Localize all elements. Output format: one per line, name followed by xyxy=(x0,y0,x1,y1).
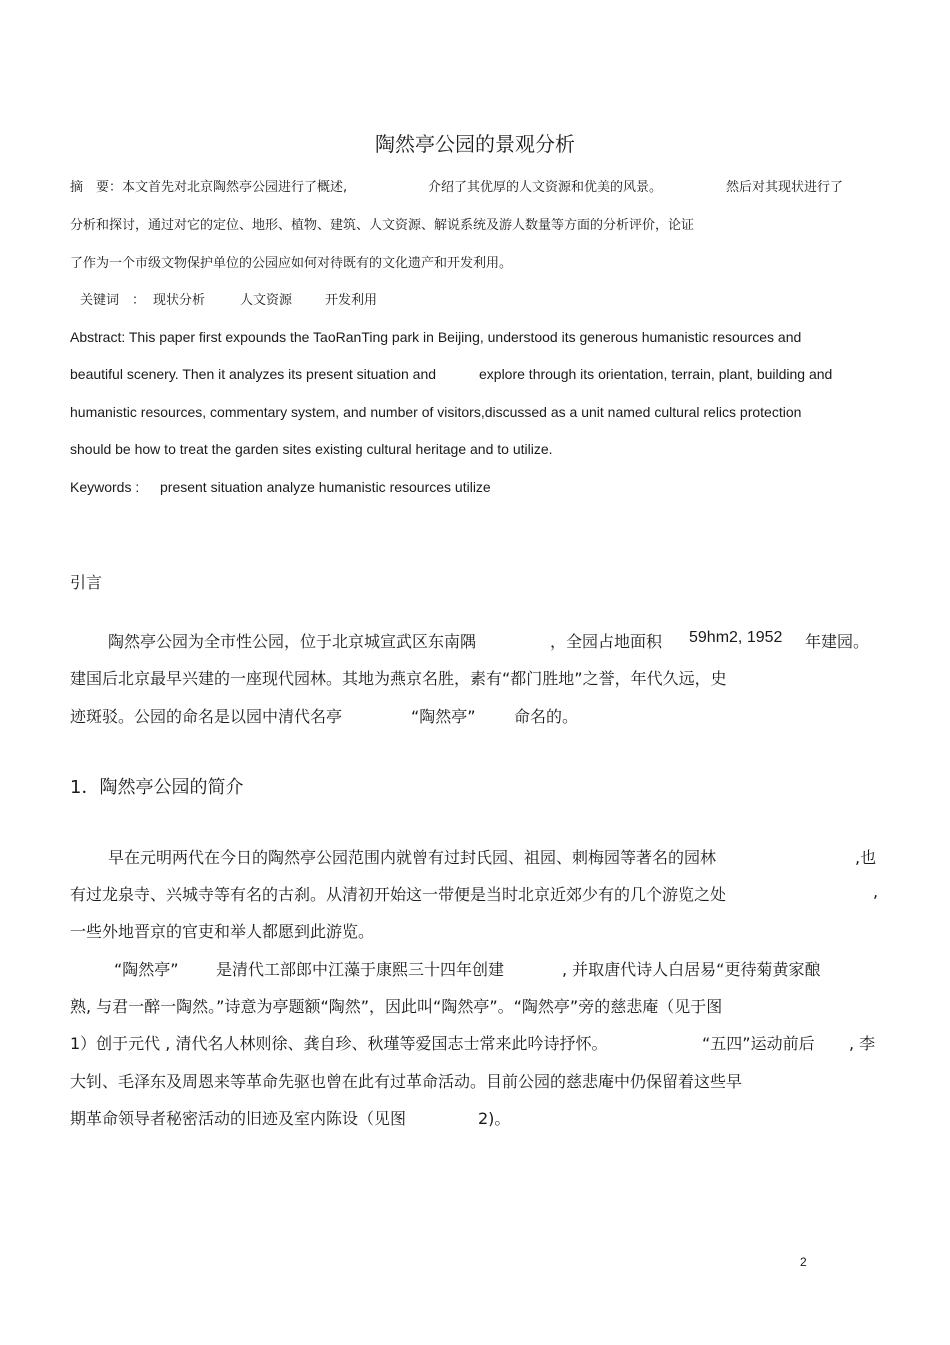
section-1-p1-line-1: 早在元明两代在今日的陶然亭公园范围内就曾有过封氏园、祖园、刺梅园等著名的园林 xyxy=(108,848,717,867)
section-1-p1-line-3: 一些外地晋京的官吏和举人都愿到此游览。 xyxy=(70,922,375,941)
abstract-en-line-3: humanistic resources, commentary system, and number of visitors,discussed as a unit named cultural relics protection xyxy=(70,404,802,420)
section-1-p1-line-2: 有过龙泉寺、兴城寺等有名的古刹。从清初开始这一带便是当时北京近郊少有的几个游览之处 xyxy=(70,885,727,904)
section-1-p2-line-1b: 是清代工部郎中江藻于康熙三十四年创建 xyxy=(216,960,505,979)
keyword-item: 现状分析 xyxy=(153,293,206,308)
section-1-p2-line-3: 1）创于元代 , 清代名人林则徐、龚自珍、秋瑾等爱国志士常来此吟诗抒怀。 xyxy=(70,1034,608,1053)
abstract-zh-label: 摘 要： xyxy=(70,180,123,195)
abstract-en-line-2b: explore through its orientation, terrain, plant, building and xyxy=(479,366,833,382)
section-1-p2-line-3c: , 李 xyxy=(849,1034,876,1053)
intro-line-1d: 年建园。 xyxy=(805,632,870,651)
abstract-zh-line-2: 分析和探讨，通过对它的定位、地形、植物、建筑、人文资源、解说系统及游人数量等方面的分析评价，论证 xyxy=(70,218,695,233)
section-1-p1-line-2b: , xyxy=(873,882,879,901)
keywords-zh-label: 关键词 ： xyxy=(80,293,146,308)
section-1-heading: 1．陶然亭公园的简介 xyxy=(70,777,244,798)
section-1-p2-line-2: 熟, 与君一醉一陶然。”诗意为亭题额“陶然”，因此叫“陶然亭”。“陶然亭”旁的慈悲庵（见于图 xyxy=(70,997,723,1016)
section-1-p2-line-1: “陶然亭” xyxy=(114,960,179,979)
page-title: 陶然亭公园的景观分析 xyxy=(375,132,575,156)
intro-heading: 引言 xyxy=(70,573,103,592)
page-number: 2 xyxy=(800,1255,807,1269)
abstract-zh-line-3: 了作为一个市级文物保护单位的公园应如何对待既有的文化遗产和开发利用。 xyxy=(70,256,513,271)
intro-line-3c: 命名的。 xyxy=(514,707,579,726)
section-1-p1-line-1b: ,也 xyxy=(855,848,877,867)
section-1-p2-line-1c: , 并取唐代诗人白居易“更待菊黄家酿 xyxy=(562,960,821,979)
abstract-zh-text: 然后对其现状进行了 xyxy=(726,180,844,195)
intro-line-1b: ，全园占地面积 xyxy=(550,632,663,651)
intro-line-2: 建国后北京最早兴建的一座现代园林。其地为燕京名胜，素有“都门胜地”之誉，年代久远，史 xyxy=(70,669,727,688)
section-1-p2-line-3b: “五四”运动前后 xyxy=(702,1034,815,1053)
intro-line-1: 陶然亭公园为全市性公园，位于北京城宣武区东南隅 xyxy=(108,632,477,651)
intro-line-1c: 59hm2, 1952 xyxy=(689,629,783,646)
abstract-zh-line-1 xyxy=(70,176,347,195)
abstract-zh-text: 本文首先对北京陶然亭公园进行了概述, xyxy=(122,180,348,195)
keyword-item: 开发利用 xyxy=(325,293,378,308)
intro-line-3b: “陶然亭” xyxy=(411,707,476,726)
keywords-en-value: present situation analyze humanistic resources utilize xyxy=(160,479,491,495)
section-1-p2-line-5b: 2)。 xyxy=(478,1109,511,1128)
abstract-zh-text: 介绍了其优厚的人文资源和优美的风景。 xyxy=(428,180,663,195)
section-1-p2-line-5: 期革命领导者秘密活动的旧迹及室内陈设（见图 xyxy=(70,1109,407,1128)
abstract-en-line-1: Abstract: This paper first expounds the TaoRanTing park in Beijing, understood its generous humanistic resources and xyxy=(70,329,802,345)
abstract-en-line-4: should be how to treat the garden sites existing cultural heritage and to utilize. xyxy=(70,441,553,457)
section-1-p2-line-4: 大钊、毛泽东及周恩来等革命先驱也曾在此有过革命活动。目前公园的慈悲庵中仍保留着这些早 xyxy=(70,1072,743,1091)
keyword-item: 人文资源 xyxy=(240,293,293,308)
keywords-en-label: Keywords : xyxy=(70,479,140,495)
abstract-en-line-2: beautiful scenery. Then it analyzes its present situation and xyxy=(70,366,437,382)
intro-line-3: 迹斑驳。公园的命名是以园中清代名亭 xyxy=(70,707,343,726)
